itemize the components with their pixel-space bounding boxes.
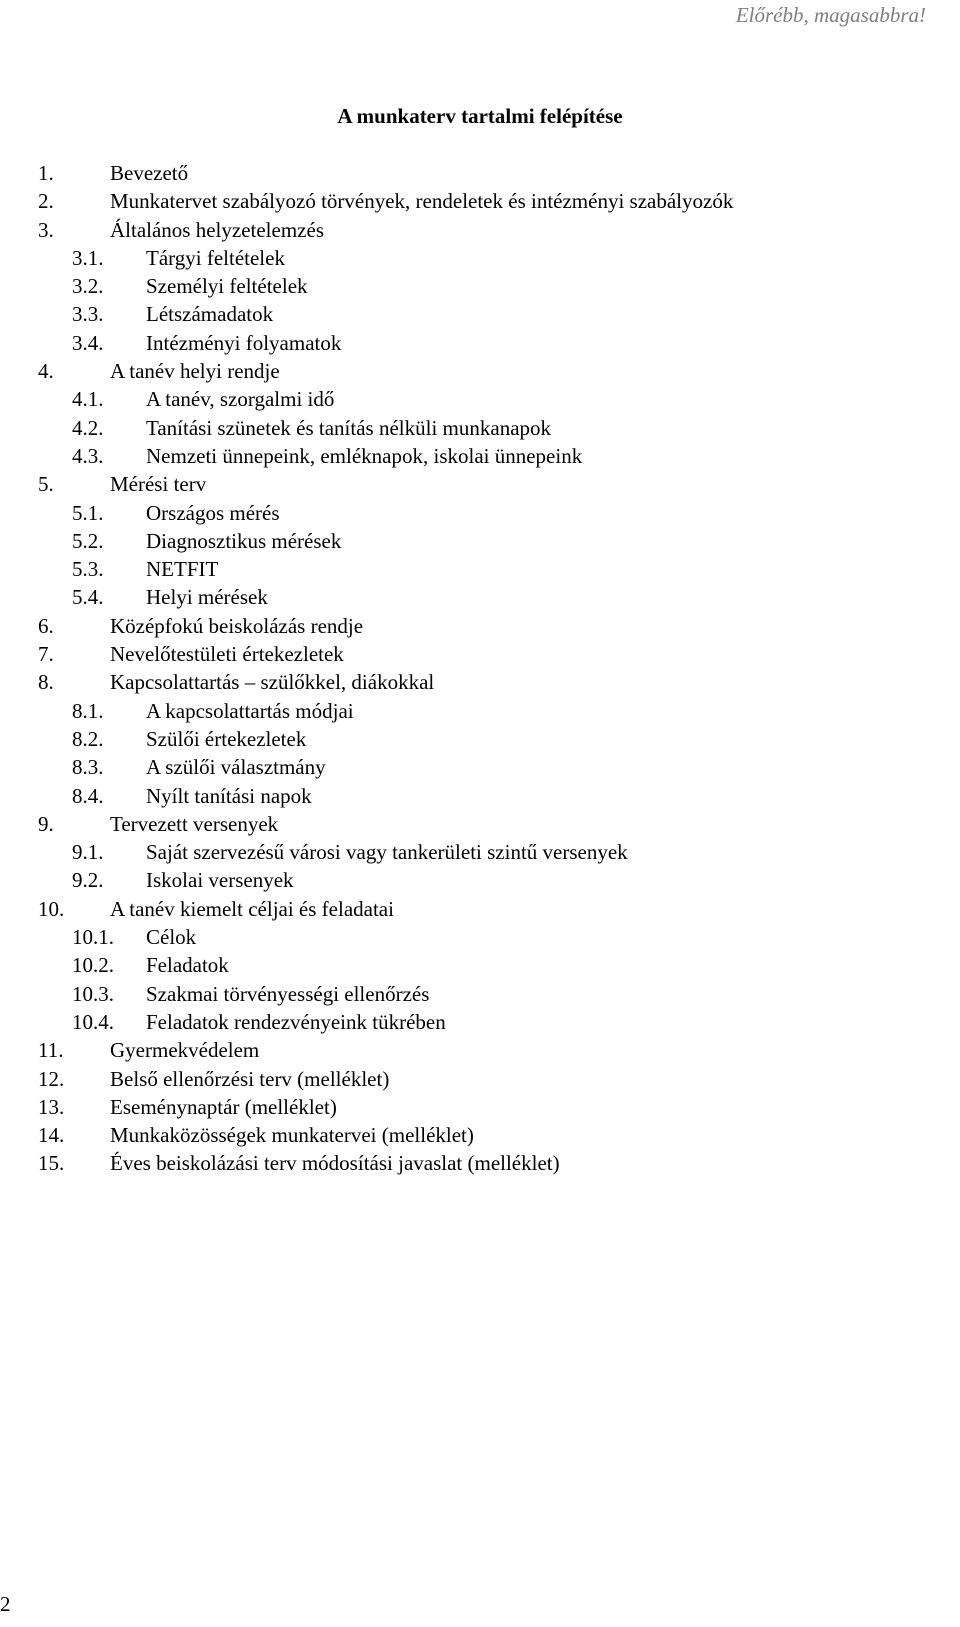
toc-item-number: 8.1. [72, 698, 104, 723]
toc-item-label: Saját szervezésű városi vagy tankerületi szintű versenyek [146, 840, 628, 865]
toc-item-number: 4.1. [72, 387, 104, 412]
page-number: 2 [0, 1592, 11, 1616]
toc-item-number: 9.2. [72, 868, 104, 893]
toc-item-number: 3. [38, 217, 54, 242]
toc-item-label: Kapcsolattartás – szülőkkel, diákokkal [110, 670, 435, 695]
toc-item-number: 4.2. [72, 415, 104, 440]
toc-item-number: 14. [38, 1123, 65, 1148]
document-title: A munkaterv tartalmi felépítése [337, 104, 623, 128]
toc-item-number: 3.4. [72, 330, 104, 355]
toc-item-number: 8.2. [72, 726, 104, 751]
toc-item-number: 5. [38, 472, 54, 497]
toc-item-label: Nemzeti ünnepeink, emléknapok, iskolai ünnepeink [146, 443, 583, 468]
toc-item-label: Gyermekvédelem [110, 1038, 260, 1063]
toc-item-number: 5.1. [72, 500, 104, 525]
toc-item-label: Tervezett versenyek [110, 811, 279, 836]
toc-item-number: 10.1. [72, 925, 114, 950]
toc-item-label: Célok [146, 925, 197, 950]
toc-item-label: Éves beiskolázási terv módosítási javaslat (melléklet) [110, 1151, 560, 1176]
toc-item-number: 8.4. [72, 783, 104, 808]
toc-item-label: Belső ellenőrzési terv (melléklet) [110, 1066, 390, 1091]
toc-item-number: 11. [38, 1038, 64, 1063]
toc-item-number: 8.3. [72, 755, 104, 780]
toc-item-number: 4.3. [72, 443, 104, 468]
toc-item-label: Munkaközösségek munkatervei (melléklet) [110, 1123, 474, 1148]
toc-item-number: 10.2. [72, 953, 114, 978]
toc-item-label: Tanítási szünetek és tanítás nélküli munkanapok [146, 415, 552, 440]
toc-item-label: A tanév helyi rendje [110, 359, 280, 384]
toc-item-number: 5.2. [72, 528, 104, 553]
toc-item-number: 3.2. [72, 274, 104, 299]
toc-item-number: 3.3. [72, 302, 104, 327]
toc-item-label: Munkatervet szabályozó törvények, rendeletek és intézményi szabályozók [110, 189, 734, 214]
toc-item-label: A kapcsolattartás módjai [146, 698, 354, 723]
toc-item-number: 10.4. [72, 1009, 114, 1034]
toc-item-label: Iskolai versenyek [146, 868, 294, 893]
toc-item-label: Bevezető [110, 161, 189, 185]
toc-item-number: 6. [38, 613, 54, 638]
toc-item-number: 5.4. [72, 585, 104, 610]
toc-item-label: Szakmai törvényességi ellenőrzés [146, 981, 430, 1006]
toc-item-number: 2. [38, 189, 54, 214]
toc-item-label: Személyi feltételek [146, 274, 308, 299]
toc-item-label: Nevelőtestületi értekezletek [110, 642, 344, 667]
toc-item-label: Mérési terv [110, 472, 207, 497]
toc-item-label: Intézményi folyamatok [146, 330, 342, 355]
toc-item-number: 10. [38, 896, 65, 921]
toc-item-label: Országos mérés [146, 500, 280, 525]
toc-item-label: Helyi mérések [146, 585, 268, 610]
toc-item-number: 8. [38, 670, 54, 695]
toc-item-label: Általános helyzetelemzés [110, 217, 324, 242]
toc-item-label: A szülői választmány [146, 755, 326, 780]
toc-item-number: 5.3. [72, 557, 104, 582]
toc-item-number: 13. [38, 1094, 65, 1119]
toc-item-label: Diagnosztikus mérések [146, 528, 342, 553]
toc-item-label: Középfokú beiskolázás rendje [110, 613, 364, 638]
toc-item-label: Feladatok rendezvényeink tükrében [146, 1009, 446, 1034]
toc-item-label: NETFIT [146, 557, 219, 582]
header-motto: Előrébb, magasabbra! [735, 3, 926, 27]
toc-item-number: 15. [38, 1151, 65, 1176]
toc-item-label: Szülői értekezletek [146, 726, 307, 751]
toc-item-number: 10.3. [72, 981, 114, 1006]
toc-item-number: 7. [38, 642, 54, 667]
toc-item-label: Nyílt tanítási napok [146, 783, 312, 808]
toc-item-label: Feladatok [146, 953, 229, 978]
toc-item-label: A tanév, szorgalmi idő [146, 387, 335, 412]
toc-item-number: 9.1. [72, 840, 104, 865]
toc-item-label: Eseménynaptár (melléklet) [110, 1094, 337, 1119]
toc-item-label: Tárgyi feltételek [146, 245, 285, 270]
toc-item-number: 4. [38, 359, 54, 384]
toc-item-number: 1. [38, 161, 54, 185]
toc-item-number: 12. [38, 1066, 65, 1091]
toc-item-label: A tanév kiemelt céljai és feladatai [110, 896, 394, 921]
toc-item-number: 3.1. [72, 245, 104, 270]
toc-item-number: 9. [38, 811, 54, 836]
toc-item-label: Létszámadatok [146, 302, 274, 327]
